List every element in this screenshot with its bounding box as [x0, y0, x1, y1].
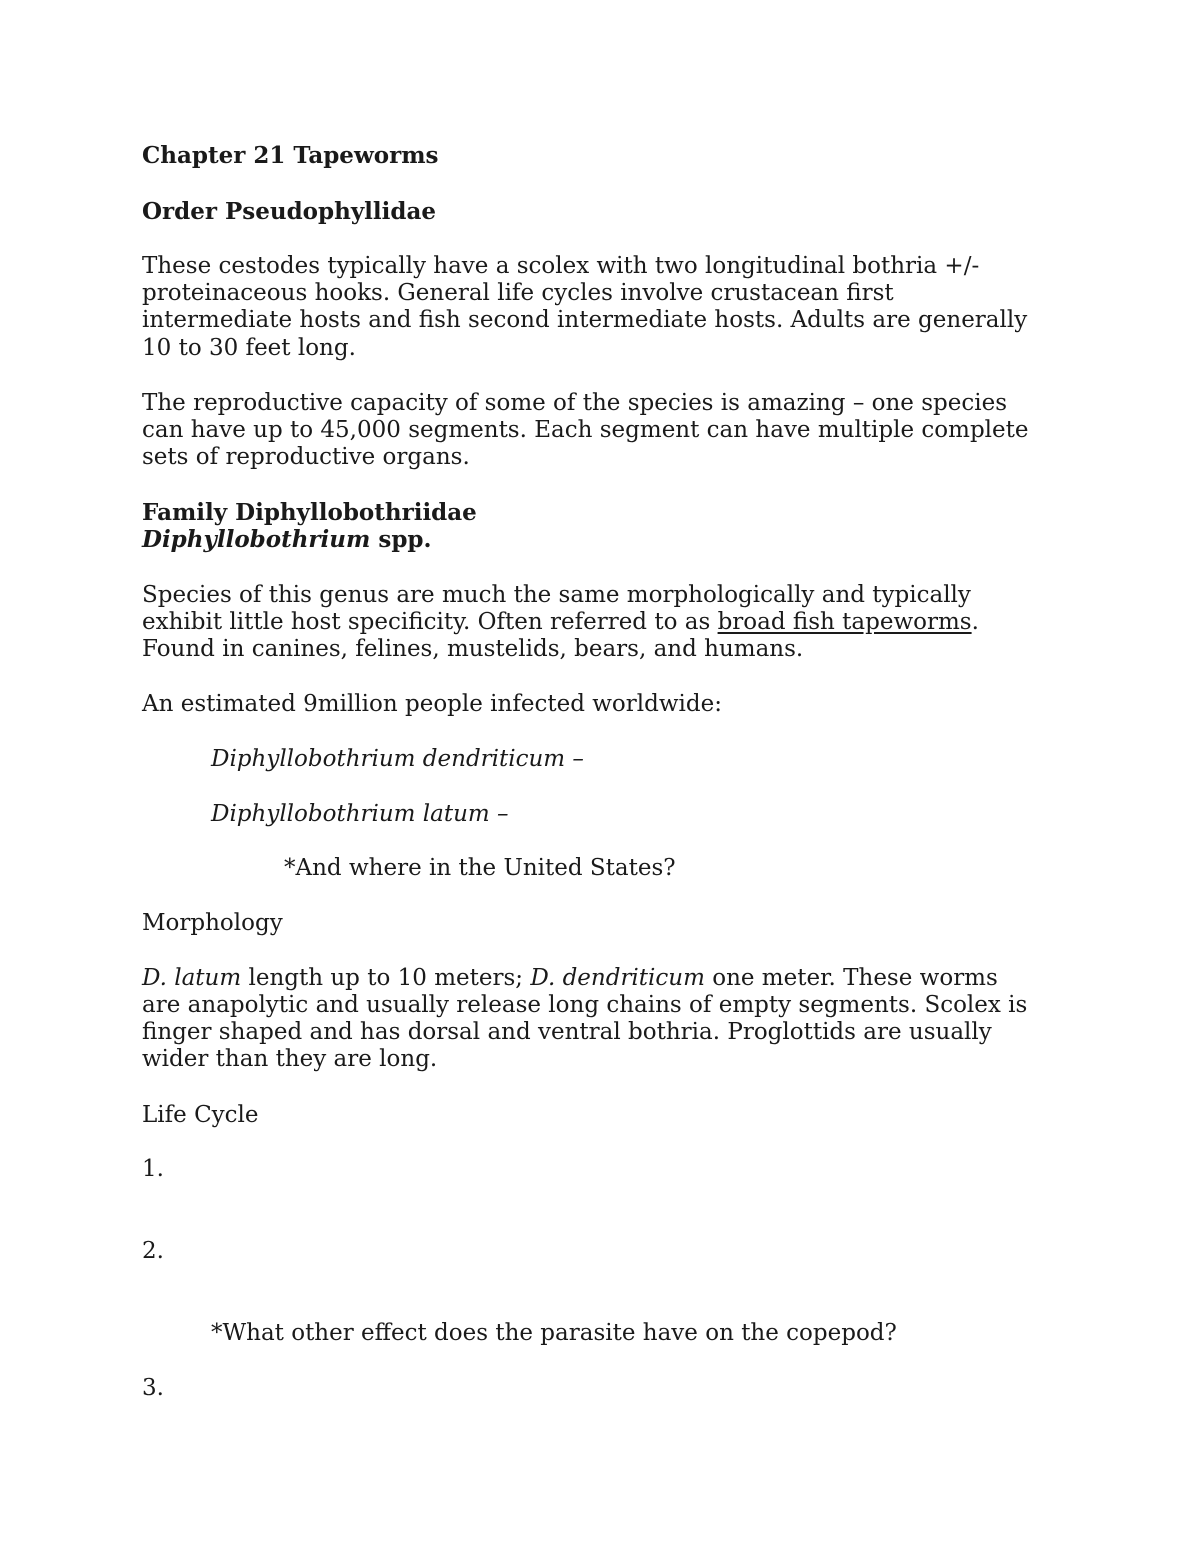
reproduction-line: can have up to 45,000 segments. Each segment can have multiple complete [142, 417, 1029, 443]
genus-name: Diphyllobothrium [142, 526, 371, 553]
intro-line: These cestodes typically have a scolex with two longitudinal bothria +/- [142, 253, 980, 279]
estimate-text: An estimated 9million people infected worldwide: [142, 691, 722, 717]
morphology-text: length up to 10 meters; [241, 965, 531, 991]
life-cycle-heading: Life Cycle [142, 1102, 259, 1128]
intro-line: 10 to 30 feet long. [142, 335, 356, 361]
intro-line: proteinaceous hooks. General life cycles involve crustacean first [142, 280, 894, 306]
morphology-heading: Morphology [142, 910, 283, 936]
broad-fish-tapeworms-term: broad fish tapeworms [717, 609, 972, 635]
copepod-question: *What other effect does the parasite have on the copepod? [211, 1320, 897, 1346]
life-cycle-step: 1. [142, 1156, 164, 1182]
us-question: *And where in the United States? [284, 855, 676, 881]
family-heading: Family Diphyllobothriidae [142, 499, 477, 526]
morphology-line: wider than they are long. [142, 1046, 438, 1072]
chapter-title: Chapter 21 Tapeworms [142, 142, 439, 169]
species-item: Diphyllobothrium latum – [211, 801, 509, 827]
morphology-line: finger shaped and has dorsal and ventral bothria. Proglottids are usually [142, 1019, 992, 1045]
description-period: . [971, 609, 979, 635]
order-heading: Order Pseudophyllidae [142, 198, 437, 225]
reproduction-line: sets of reproductive organs. [142, 444, 470, 470]
genus-description-line: Species of this genus are much the same morphologically and typically [142, 582, 971, 608]
species-abbrev: D. dendriticum [530, 965, 705, 991]
genus-description-line: Found in canines, felines, mustelids, bears, and humans. [142, 636, 804, 662]
morphology-text: one meter. These worms [704, 965, 998, 991]
species-abbrev: D. latum [142, 965, 242, 991]
life-cycle-step: 3. [142, 1375, 164, 1401]
genus-suffix: spp. [370, 526, 432, 553]
genus-heading [142, 526, 432, 553]
species-item: Diphyllobothrium dendriticum – [211, 746, 584, 772]
morphology-line [142, 965, 998, 992]
reproduction-line: The reproductive capacity of some of the species is amazing – one species [142, 390, 1008, 416]
morphology-line: are anapolytic and usually release long chains of empty segments. Scolex is [142, 992, 1028, 1018]
genus-description-line [142, 609, 979, 636]
intro-line: intermediate hosts and fish second intermediate hosts. Adults are generally [142, 307, 1028, 333]
life-cycle-step: 2. [142, 1238, 164, 1264]
description-text: exhibit little host specificity. Often referred to as [142, 609, 718, 635]
